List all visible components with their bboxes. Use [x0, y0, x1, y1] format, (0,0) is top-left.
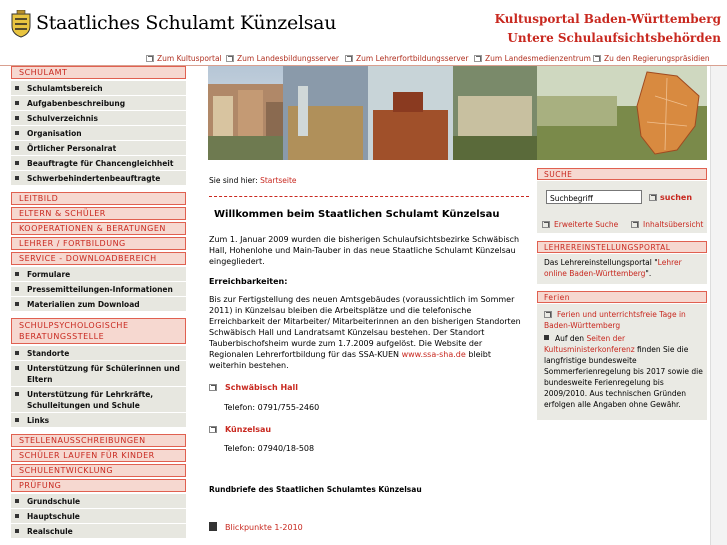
erreichbarkeit-heading: [209, 276, 527, 287]
intro-text: Zum 1. Januar 2009 wurden die bisherigen Schulaufsichtsbezirke Schwäbisch Hall, Hohenlohe und Main-Tauber in das neue Staatliche Schulamt Künzelsau eingegliedert.: [209, 235, 520, 266]
nav-item-hauptschule[interactable]: Hauptschule: [11, 509, 186, 524]
nav-section-leitbild[interactable]: LEITBILD: [11, 192, 186, 205]
external-link-icon: [345, 55, 353, 62]
location-label: Künzelsau: [225, 425, 272, 434]
portal-box: [537, 254, 707, 284]
phone-kuenzelsau: Telefon: 07940/18-508: [224, 444, 315, 453]
erreichbarkeit-body: Bis zur Fertigstellung des neuen Amtsgebäudes (voraussichtlich im Sommer 2011) in Künzelsau bleiben die Arbeitsplätze und die telefonische Erreichbarkeit der Mitarbeiter/ Mitarbeiterinnen an den bisherigen Standorten Schwäbisch Hall und Landratsamt Künzelsau bestehen. Der Standort Tauberbischofsheim wurde zum 1.7.2009 aufgelöst. Die Website der Regionalen Lehrerfortbildung für das SSA-KUEN: [209, 295, 521, 359]
nav-item-schueler-eltern[interactable]: Unterstützung für Schülerinnen und Eltern: [11, 361, 186, 387]
erreichbarkeit-tail: bleibt weiterhin bestehen.: [209, 350, 492, 370]
nav-section-schulpsychologie[interactable]: SCHULPSYCHOLOGISCHE BERATUNGSSTELLE: [11, 318, 186, 344]
external-link-icon: [226, 55, 234, 62]
region-map-image: [537, 66, 707, 160]
link-kultusportal[interactable]: [146, 54, 222, 63]
portal-text-pre: Das Lehrereinstellungsportal ": [544, 258, 658, 267]
content-overview-label: Inhaltsübersicht: [643, 220, 704, 229]
rundbriefe-heading: Rundbriefe des Staatlichen Schulamtes Künzelsau: [209, 485, 422, 494]
link-arrow-icon: [209, 426, 217, 433]
link-arrow-icon: [209, 384, 217, 391]
schulamt-items: [11, 81, 186, 186]
link-lehrerfortbildungsserver[interactable]: [345, 54, 468, 63]
breadcrumb: [209, 176, 297, 185]
nav-item-standorte[interactable]: Standorte: [11, 346, 186, 361]
ferien-section-title: Ferien: [537, 291, 707, 303]
link-regierungspraesidien[interactable]: [593, 54, 710, 63]
portal-section-title: LEHREREINSTELLUNGSPORTAL: [537, 241, 707, 253]
top-link-bar: [0, 53, 727, 66]
kmk-link[interactable]: Seiten der Kultusministerkonferenz: [544, 334, 635, 354]
nav-item-personalrat[interactable]: Örtlicher Personalrat: [11, 141, 186, 156]
pruefung-items: [11, 494, 186, 539]
nav-section-stellen[interactable]: STELLENAUSSCHREIBUNGEN: [11, 434, 186, 447]
pdf-icon: [209, 522, 217, 531]
location-kuenzelsau[interactable]: [209, 425, 271, 434]
link-label: Zum Landesmedienzentrum: [485, 54, 591, 63]
breadcrumb-home-link[interactable]: Startseite: [260, 176, 297, 185]
page-title: Willkommen beim Staatlichen Schulamt Künzelsau: [214, 209, 500, 220]
nav-item-formulare[interactable]: Formulare: [11, 267, 186, 282]
content-overview-link[interactable]: [631, 220, 703, 229]
site-title[interactable]: Staatliches Schulamt Künzelsau: [36, 12, 337, 34]
nav-item-grundschule[interactable]: Grundschule: [11, 494, 186, 509]
portal-line-2: Untere Schulaufsichtsbehörden: [507, 31, 721, 45]
left-navigation: [11, 66, 186, 541]
divider: [209, 196, 529, 197]
nav-item-schwerbehindertenbeauftragte[interactable]: Schwerbehindertenbeauftragte: [11, 171, 186, 186]
ferien-link: Ferien und unterrichtsfreie Tage in Baden-Württemberg: [544, 310, 686, 330]
link-label: Zum Landesbildungsserver: [237, 54, 339, 63]
nav-item-realschule[interactable]: Realschule: [11, 524, 186, 539]
search-button-label: suchen: [660, 193, 693, 202]
nav-section-service[interactable]: SERVICE - DOWNLOADBEREICH: [11, 252, 186, 265]
search-input[interactable]: [546, 190, 642, 204]
nav-item-pressemitteilungen[interactable]: Pressemitteilungen-Informationen: [11, 282, 186, 297]
location-label: Schwäbisch Hall: [225, 383, 299, 392]
service-items: [11, 267, 186, 312]
bullet-icon: [544, 335, 549, 340]
header: [0, 0, 727, 52]
external-link-icon: [146, 55, 154, 62]
link-label: Zu den Regierungspräsidien: [604, 54, 710, 63]
search-arrow-icon: [649, 194, 657, 201]
nav-section-kooperationen[interactable]: KOOPERATIONEN & BERATUNGEN: [11, 222, 186, 235]
ferien-box: [537, 304, 707, 420]
search-section-title: SUCHE: [537, 168, 707, 180]
link-landesbildungsserver[interactable]: [226, 54, 339, 63]
link-arrow-icon: [631, 221, 639, 228]
portal-text-post: ".: [645, 269, 652, 278]
portal-line-1: Kultusportal Baden-Württemberg: [494, 12, 721, 26]
nav-section-schulentwicklung[interactable]: SCHULENTWICKLUNG: [11, 464, 186, 477]
link-label: Zum Lehrerfortbildungsserver: [356, 54, 469, 63]
nav-section-eltern[interactable]: ELTERN & SCHÜLER: [11, 207, 186, 220]
link-label: Zum Kultusportal: [157, 54, 222, 63]
nav-section-laufen[interactable]: SCHÜLER LAUFEN FÜR KINDER: [11, 449, 186, 462]
erreichbarkeit-title: Erreichbarkeiten:: [209, 277, 288, 286]
location-schwaebisch-hall[interactable]: [209, 383, 298, 392]
portal-link[interactable]: Lehrer online Baden-Württemberg: [544, 258, 682, 278]
coat-of-arms-icon: [10, 10, 32, 38]
header-photo-collage: [208, 66, 537, 160]
link-arrow-icon: [542, 221, 550, 228]
extended-search-label: Erweiterte Suche: [554, 220, 619, 229]
nav-item-aufgabenbeschreibung[interactable]: Aufgabenbeschreibung: [11, 96, 186, 111]
external-link-icon: [474, 55, 482, 62]
ferien-text: [544, 333, 704, 410]
nav-section-lehrer[interactable]: LEHRER / FORTBILDUNG: [11, 237, 186, 250]
ferien-link-row[interactable]: [544, 309, 704, 331]
spsy-items: [11, 346, 186, 428]
nav-item-materialien[interactable]: Materialien zum Download: [11, 297, 186, 312]
nav-item-lehrkraefte[interactable]: Unterstützung für Lehrkräfte, Schulleitungen und Schule: [11, 387, 186, 413]
nav-item-organisation[interactable]: Organisation: [11, 126, 186, 141]
extended-search-link[interactable]: [542, 220, 618, 229]
blickpunkte-link[interactable]: [209, 522, 303, 532]
ferien-pre: Auf den: [555, 334, 585, 343]
blickpunkte-label: Blickpunkte 1-2010: [225, 523, 303, 532]
search-box: [537, 181, 707, 233]
portal-text: [544, 257, 704, 279]
breadcrumb-prefix: Sie sind hier:: [209, 176, 258, 185]
website-link[interactable]: www.ssa-sha.de: [401, 350, 466, 359]
ferien-body: finden Sie die langfristige bundesweite Sommerferienregelung bis 2017 sowie die bundesweite Ferienregelung bis 2009/2010. Aus technischen Gründen erfolgen alle Angaben ohne Gewähr.: [544, 345, 703, 409]
portal-title[interactable]: [495, 10, 721, 48]
link-arrow-icon: [544, 311, 552, 318]
nav-item-links[interactable]: Links: [11, 413, 186, 428]
phone-schwaebisch-hall: Telefon: 0791/755-2460: [224, 403, 320, 412]
nav-item-schulverzeichnis[interactable]: Schulverzeichnis: [11, 111, 186, 126]
nav-item-chancengleichheit[interactable]: Beauftragte für Chancengleichheit: [11, 156, 186, 171]
nav-section-pruefung[interactable]: PRÜFUNG: [11, 479, 186, 492]
search-button[interactable]: [649, 193, 692, 202]
external-link-icon: [593, 55, 601, 62]
nav-section-schulamt[interactable]: SCHULAMT: [11, 66, 186, 79]
nav-item-schulamtsbereich[interactable]: Schulamtsbereich: [11, 81, 186, 96]
link-landesmedienzentrum[interactable]: [474, 54, 591, 63]
erreichbarkeit-text: [209, 294, 527, 371]
scrollbar[interactable]: [710, 66, 727, 545]
